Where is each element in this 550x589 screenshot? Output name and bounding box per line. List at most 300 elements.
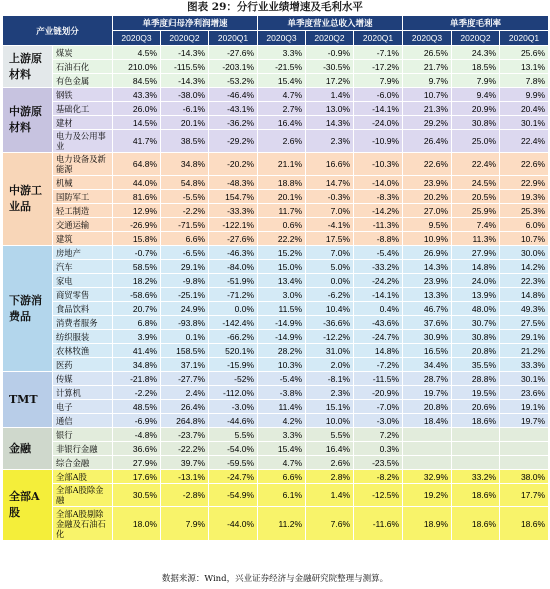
value-cell: 48.0% (452, 302, 500, 316)
value-cell: -24.7% (354, 330, 403, 344)
sector-label: 中游原材料 (3, 88, 53, 153)
value-cell: -5.4% (258, 372, 306, 386)
value-cell: 16.6% (306, 153, 354, 176)
value-cell: -54.9% (209, 484, 258, 507)
industry-name: 消费者服务 (53, 316, 113, 330)
value-cell: -15.9% (209, 358, 258, 372)
value-cell: 24.9% (161, 302, 209, 316)
value-cell: 25.3% (500, 204, 549, 218)
value-cell: -71.5% (161, 218, 209, 232)
value-cell: 15.0% (258, 260, 306, 274)
value-cell: -142.4% (209, 316, 258, 330)
value-cell: 7.8% (500, 74, 549, 88)
value-cell: -27.6% (209, 232, 258, 246)
value-cell: 17.7% (500, 484, 549, 507)
value-cell: 81.6% (113, 190, 161, 204)
value-cell: 28.2% (258, 344, 306, 358)
value-cell: 18.6% (452, 507, 500, 541)
value-cell: 27.0% (403, 204, 452, 218)
value-cell: 26.4% (403, 130, 452, 153)
value-cell: 0.0% (209, 302, 258, 316)
value-cell: -6.0% (354, 88, 403, 102)
value-cell: 7.2% (354, 428, 403, 442)
value-cell: 27.5% (500, 316, 549, 330)
value-cell: 4.5% (113, 46, 161, 60)
value-cell: 23.6% (500, 386, 549, 400)
value-cell: -20.9% (354, 386, 403, 400)
value-cell: 520.1% (209, 344, 258, 358)
value-cell: 12.9% (113, 204, 161, 218)
value-cell (500, 442, 549, 456)
value-cell: -7.0% (354, 400, 403, 414)
industry-name: 电力设备及新能源 (53, 153, 113, 176)
value-cell: 15.4% (258, 442, 306, 456)
value-cell: 29.2% (403, 116, 452, 130)
value-cell: 3.3% (258, 428, 306, 442)
value-cell: 19.7% (500, 414, 549, 428)
value-cell: 54.8% (161, 176, 209, 190)
table-row (3, 428, 549, 442)
value-cell: -20.2% (209, 153, 258, 176)
value-cell: -0.7% (113, 246, 161, 260)
value-cell: -10.9% (354, 130, 403, 153)
value-cell: -2.2% (113, 386, 161, 400)
value-cell: -25.1% (161, 288, 209, 302)
value-cell: 20.5% (452, 190, 500, 204)
value-cell: 0.3% (354, 442, 403, 456)
value-cell: 41.7% (113, 130, 161, 153)
table-row (3, 442, 549, 456)
value-cell (403, 442, 452, 456)
value-cell (500, 456, 549, 470)
value-cell: 4.7% (258, 88, 306, 102)
value-cell: 2.3% (306, 386, 354, 400)
value-cell: 21.7% (403, 60, 452, 74)
value-cell: -14.1% (354, 102, 403, 116)
industry-name: 机械 (53, 176, 113, 190)
value-cell: -14.0% (354, 176, 403, 190)
value-cell: 16.4% (258, 116, 306, 130)
table-row (3, 330, 549, 344)
industry-name: 传媒 (53, 372, 113, 386)
table-row (3, 260, 549, 274)
value-cell: 15.2% (258, 246, 306, 260)
value-cell: -21.8% (113, 372, 161, 386)
value-cell: 0.1% (161, 330, 209, 344)
table-row (3, 358, 549, 372)
value-cell: 14.5% (113, 116, 161, 130)
value-cell: 210.0% (113, 60, 161, 74)
value-cell: 6.8% (113, 316, 161, 330)
value-cell: 27.9% (452, 246, 500, 260)
value-cell: 21.2% (500, 344, 549, 358)
value-cell: -11.5% (354, 372, 403, 386)
value-cell: 37.1% (161, 358, 209, 372)
value-cell: 15.8% (113, 232, 161, 246)
value-cell: 2.6% (258, 130, 306, 153)
value-cell: 10.4% (306, 302, 354, 316)
value-cell (452, 456, 500, 470)
table-row (3, 88, 549, 102)
value-cell: 20.8% (403, 400, 452, 414)
value-cell: -24.7% (209, 470, 258, 484)
value-cell: -58.6% (113, 288, 161, 302)
table-row (3, 46, 549, 60)
quarter-header: 2020Q2 (161, 31, 209, 46)
value-cell: 16.5% (403, 344, 452, 358)
value-cell: 13.1% (500, 60, 549, 74)
value-cell: -0.3% (306, 190, 354, 204)
value-cell: 6.6% (161, 232, 209, 246)
value-cell: 24.5% (452, 176, 500, 190)
value-cell: -33.2% (354, 260, 403, 274)
value-cell: 7.4% (452, 218, 500, 232)
industry-name: 有色金属 (53, 74, 113, 88)
industry-name: 纺织服装 (53, 330, 113, 344)
value-cell: 6.0% (500, 218, 549, 232)
value-cell: -93.8% (161, 316, 209, 330)
value-cell: 4.2% (258, 414, 306, 428)
value-cell: 13.0% (306, 102, 354, 116)
value-cell: 18.6% (452, 484, 500, 507)
value-cell: -52% (209, 372, 258, 386)
value-cell: 19.1% (500, 400, 549, 414)
quarter-header: 2020Q3 (113, 31, 161, 46)
table-row (3, 153, 549, 176)
value-cell: 25.0% (452, 130, 500, 153)
value-cell: 20.1% (258, 190, 306, 204)
value-cell: 264.8% (161, 414, 209, 428)
industry-name: 建材 (53, 116, 113, 130)
value-cell: -7.1% (354, 46, 403, 60)
value-cell: 11.5% (258, 302, 306, 316)
value-cell: -6.1% (161, 102, 209, 116)
value-cell: 10.3% (258, 358, 306, 372)
value-cell: 0.6% (258, 218, 306, 232)
industry-name: 电力及公用事业 (53, 130, 113, 153)
value-cell: 1.4% (306, 484, 354, 507)
industry-name: 商贸零售 (53, 288, 113, 302)
value-cell: -4.8% (113, 428, 161, 442)
value-cell: 18.9% (403, 507, 452, 541)
industry-performance-table (2, 15, 549, 541)
table-row (3, 190, 549, 204)
industry-name: 基础化工 (53, 102, 113, 116)
value-cell: 15.1% (306, 400, 354, 414)
value-cell: 37.6% (403, 316, 452, 330)
value-cell: -11.6% (354, 507, 403, 541)
value-cell: -112.0% (209, 386, 258, 400)
value-cell (403, 428, 452, 442)
industry-name: 食品饮料 (53, 302, 113, 316)
industry-col-header: 产业链划分 (3, 16, 113, 46)
value-cell: 18.6% (500, 507, 549, 541)
value-cell: 9.9% (500, 88, 549, 102)
value-cell: -14.3% (161, 46, 209, 60)
value-cell: 25.9% (452, 204, 500, 218)
value-cell: -23.5% (354, 456, 403, 470)
value-cell: 9.4% (452, 88, 500, 102)
value-cell: -14.9% (258, 316, 306, 330)
quarter-header: 2020Q1 (500, 31, 549, 46)
value-cell: -4.1% (306, 218, 354, 232)
value-cell: -59.5% (209, 456, 258, 470)
table-row (3, 60, 549, 74)
table-row (3, 344, 549, 358)
value-cell: -38.0% (161, 88, 209, 102)
value-cell: 18.8% (258, 176, 306, 190)
quarter-header: 2020Q1 (354, 31, 403, 46)
table-row (3, 372, 549, 386)
value-cell: 27.9% (113, 456, 161, 470)
value-cell: -27.7% (161, 372, 209, 386)
value-cell: -22.2% (161, 442, 209, 456)
value-cell: 16.4% (306, 442, 354, 456)
value-cell: -43.1% (209, 102, 258, 116)
value-cell: -43.6% (354, 316, 403, 330)
value-cell: -8.1% (306, 372, 354, 386)
value-cell: -2.8% (161, 484, 209, 507)
value-cell: 39.7% (161, 456, 209, 470)
value-cell: 19.3% (500, 190, 549, 204)
value-cell: 2.3% (306, 130, 354, 153)
value-cell: 3.3% (258, 46, 306, 60)
value-cell: 21.3% (403, 102, 452, 116)
value-cell: 22.9% (500, 176, 549, 190)
industry-name: 汽车 (53, 260, 113, 274)
value-cell: -44.0% (209, 507, 258, 541)
industry-name: 计算机 (53, 386, 113, 400)
value-cell: 31.0% (306, 344, 354, 358)
value-cell: -12.5% (354, 484, 403, 507)
value-cell: -3.0% (209, 400, 258, 414)
value-cell: 20.6% (452, 400, 500, 414)
value-cell: 0.4% (354, 302, 403, 316)
industry-name: 电子 (53, 400, 113, 414)
industry-name: 医药 (53, 358, 113, 372)
value-cell: 18.6% (452, 414, 500, 428)
value-cell: 10.7% (500, 232, 549, 246)
value-cell: 9.7% (403, 74, 452, 88)
value-cell: -51.9% (209, 274, 258, 288)
value-cell: 22.2% (258, 232, 306, 246)
value-cell: 26.4% (161, 400, 209, 414)
value-cell: 30.8% (452, 116, 500, 130)
table-row (3, 176, 549, 190)
industry-name: 非银行金融 (53, 442, 113, 456)
table-row (3, 204, 549, 218)
value-cell: 2.7% (258, 102, 306, 116)
industry-name: 银行 (53, 428, 113, 442)
value-cell: 2.6% (306, 456, 354, 470)
value-cell: 158.5% (161, 344, 209, 358)
value-cell: -14.1% (354, 288, 403, 302)
sector-label: 中游工业品 (3, 153, 53, 246)
value-cell: -71.2% (209, 288, 258, 302)
industry-name: 综合金融 (53, 456, 113, 470)
value-cell: 19.5% (452, 386, 500, 400)
value-cell: 3.9% (113, 330, 161, 344)
value-cell: -23.7% (161, 428, 209, 442)
value-cell: 44.0% (113, 176, 161, 190)
value-cell: -24.0% (354, 116, 403, 130)
value-cell: 30.8% (452, 330, 500, 344)
value-cell: -21.5% (258, 60, 306, 74)
value-cell: 34.4% (403, 358, 452, 372)
industry-name: 全部A股除金融 (53, 484, 113, 507)
value-cell: 14.3% (306, 116, 354, 130)
value-cell: 14.3% (403, 260, 452, 274)
value-cell: 24.0% (452, 274, 500, 288)
value-cell: 34.8% (161, 153, 209, 176)
value-cell: 23.9% (403, 176, 452, 190)
value-cell: 30.5% (113, 484, 161, 507)
value-cell: 20.9% (452, 102, 500, 116)
industry-name: 钢铁 (53, 88, 113, 102)
quarter-header: 2020Q2 (306, 31, 354, 46)
value-cell: 30.9% (403, 330, 452, 344)
value-cell: 38.0% (500, 470, 549, 484)
table-row (3, 484, 549, 507)
value-cell: 22.6% (500, 153, 549, 176)
value-cell: 22.3% (500, 274, 549, 288)
value-cell: 20.8% (452, 344, 500, 358)
value-cell: -36.2% (209, 116, 258, 130)
table-row (3, 102, 549, 116)
industry-name: 交通运输 (53, 218, 113, 232)
value-cell: 14.2% (500, 260, 549, 274)
value-cell: 18.5% (452, 60, 500, 74)
value-cell: 29.1% (500, 330, 549, 344)
value-cell: 5.0% (306, 260, 354, 274)
value-cell: 46.7% (403, 302, 452, 316)
value-cell: 7.6% (306, 507, 354, 541)
value-cell: 64.8% (113, 153, 161, 176)
value-cell: -5.4% (354, 246, 403, 260)
table-row (3, 246, 549, 260)
value-cell: 9.5% (403, 218, 452, 232)
table-row (3, 130, 549, 153)
value-cell: 0.0% (306, 274, 354, 288)
table-row (3, 302, 549, 316)
value-cell: 2.4% (161, 386, 209, 400)
value-cell: -203.1% (209, 60, 258, 74)
value-cell: -30.5% (306, 60, 354, 74)
value-cell: 5.5% (306, 428, 354, 442)
value-cell: 17.2% (306, 74, 354, 88)
table-row (3, 470, 549, 484)
value-cell: 36.6% (113, 442, 161, 456)
value-cell: -5.5% (161, 190, 209, 204)
value-cell: 24.3% (452, 46, 500, 60)
industry-name: 国防军工 (53, 190, 113, 204)
value-cell: -48.3% (209, 176, 258, 190)
value-cell: 25.6% (500, 46, 549, 60)
table-row (3, 386, 549, 400)
value-cell: 30.7% (452, 316, 500, 330)
value-cell: 30.1% (500, 116, 549, 130)
industry-name: 全部A股 (53, 470, 113, 484)
value-cell: 20.1% (161, 116, 209, 130)
industry-name: 家电 (53, 274, 113, 288)
value-cell: -84.0% (209, 260, 258, 274)
value-cell: -12.2% (306, 330, 354, 344)
sector-label: TMT (3, 372, 53, 428)
value-cell: 2.0% (306, 358, 354, 372)
value-cell: 4.7% (258, 456, 306, 470)
value-cell: -14.2% (354, 204, 403, 218)
sector-label: 上游原材料 (3, 46, 53, 88)
value-cell: -46.3% (209, 246, 258, 260)
sector-label: 全部A股 (3, 470, 53, 541)
value-cell: 11.2% (258, 507, 306, 541)
table-row (3, 414, 549, 428)
value-cell (452, 428, 500, 442)
value-cell (452, 442, 500, 456)
value-cell: -36.6% (306, 316, 354, 330)
value-cell: 26.5% (403, 46, 452, 60)
value-cell: 14.8% (354, 344, 403, 358)
value-cell: -24.2% (354, 274, 403, 288)
table-row (3, 507, 549, 541)
value-cell: 22.4% (500, 130, 549, 153)
value-cell: -6.5% (161, 246, 209, 260)
industry-name: 石油石化 (53, 60, 113, 74)
value-cell: -44.6% (209, 414, 258, 428)
value-cell: -8.3% (354, 190, 403, 204)
quarter-header: 2020Q3 (403, 31, 452, 46)
value-cell: -8.2% (354, 470, 403, 484)
value-cell: 34.8% (113, 358, 161, 372)
value-cell: 26.0% (113, 102, 161, 116)
value-cell: -10.3% (354, 153, 403, 176)
table-row (3, 232, 549, 246)
value-cell: 6.6% (258, 470, 306, 484)
value-cell: 10.0% (306, 414, 354, 428)
source-note: 数据来源：Wind，兴业证券经济与金融研究院整理与测算。 (161, 574, 389, 584)
value-cell: 14.8% (452, 260, 500, 274)
value-cell: 1.4% (306, 88, 354, 102)
value-cell: 28.7% (403, 372, 452, 386)
value-cell: 30.0% (500, 246, 549, 260)
value-cell: 18.4% (403, 414, 452, 428)
industry-name: 通信 (53, 414, 113, 428)
value-cell: 19.7% (403, 386, 452, 400)
value-cell: -17.2% (354, 60, 403, 74)
value-cell: 18.2% (113, 274, 161, 288)
value-cell: 7.9% (354, 74, 403, 88)
value-cell: 3.0% (258, 288, 306, 302)
value-cell: 48.5% (113, 400, 161, 414)
value-cell: 15.4% (258, 74, 306, 88)
value-cell: -33.3% (209, 204, 258, 218)
table-row (3, 288, 549, 302)
value-cell: -3.0% (354, 414, 403, 428)
value-cell: -46.4% (209, 88, 258, 102)
value-cell: -13.1% (161, 470, 209, 484)
value-cell: 21.1% (258, 153, 306, 176)
value-cell: 7.9% (452, 74, 500, 88)
value-cell: -53.2% (209, 74, 258, 88)
value-cell: 35.5% (452, 358, 500, 372)
value-cell: -7.2% (354, 358, 403, 372)
value-cell: 22.4% (452, 153, 500, 176)
quarter-header: 2020Q3 (258, 31, 306, 46)
value-cell: 11.4% (258, 400, 306, 414)
value-cell (500, 428, 549, 442)
value-cell: 18.0% (113, 507, 161, 541)
value-cell: 23.9% (403, 274, 452, 288)
